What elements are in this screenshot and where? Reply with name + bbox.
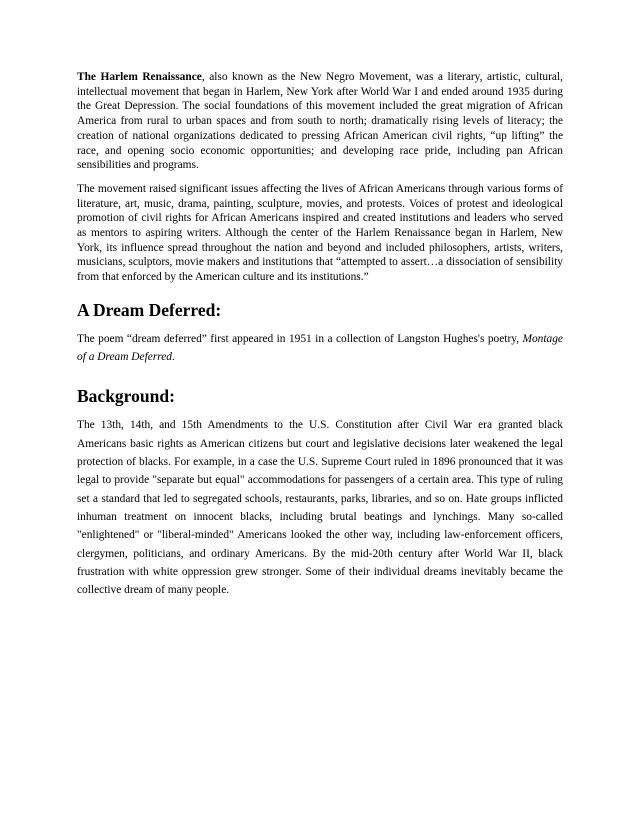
dream-text-end: .: [172, 351, 175, 364]
dream-deferred-heading: A Dream Deferred:: [77, 299, 222, 320]
dream-paragraph: [77, 330, 563, 367]
movement-paragraph: The movement raised significant issues affecting the lives of African Americans through various forms of literature, art, music, drama, painting, sculpture, movies, and protests. Voices of protest and ideological promotion of civil rights for African Americans inspired and created institutions and leaders who served as mentors to aspiring writers. Although the center of the Harlem Renaissance began in Harlem, New York, its influence spread throughout the nation and beyond and included philosophers, artists, writers, musicians, sculptors, movie makers and institutions that “attempted to assert…a dissociation of sensibility from that enforced by the American culture and its institutions.”: [77, 182, 563, 284]
dream-book-title: Montage of a Dream Deferred: [77, 332, 563, 364]
intro-paragraph: [77, 70, 563, 173]
background-paragraph: The 13th, 14th, and 15th Amendments to the U.S. Constitution after Civil War era granted black Americans basic rights as American citizens but court and legislative decisions later weakened the legal protection of blacks. For example, in a case the U.S. Supreme Court ruled in 1896 pronounced that it was legal to provide "separate but equal" accommodations for passengers of a certain area. This type of ruling set a standard that led to segregated schools, restaurants, parks, libraries, and so on. Hate groups inflicted inhuman treatment on innocent blacks, including brutal beatings and lynchings. Many so-called "enlightened" or "liberal-minded" Americans looked the other way, including law-enforcement officers, clergymen, politicians, and ordinary Americans. By the mid-20th century after World War II, black frustration with white oppression grew stronger. Some of their individual dreams inevitably became the collective dream of many people.: [77, 419, 563, 597]
background-heading: Background:: [77, 386, 175, 407]
document-page: [77, 70, 563, 599]
intro-lead-term: The Harlem Renaissance: [77, 71, 202, 83]
dream-text: The poem “dream deferred” first appeared in 1951 in a collection of Langston Hughes's poetry,: [77, 332, 520, 345]
intro-text: , also known as the New Negro Movement, was a literary, artistic, cultural, intellectual movement that began in Harlem, New York after World War I and ended around 1935 during the Great Depression. The social foundations of this movement included the great migration of African America from rural to urban spaces and from south to north; dramatically rising levels of literacy; the creation of national organizations dedicated to pressing African American civil rights, “up lifting” the race, and opening socio economic opportunities; and developing race pride, including pan African sensibilities and programs.: [77, 71, 563, 172]
